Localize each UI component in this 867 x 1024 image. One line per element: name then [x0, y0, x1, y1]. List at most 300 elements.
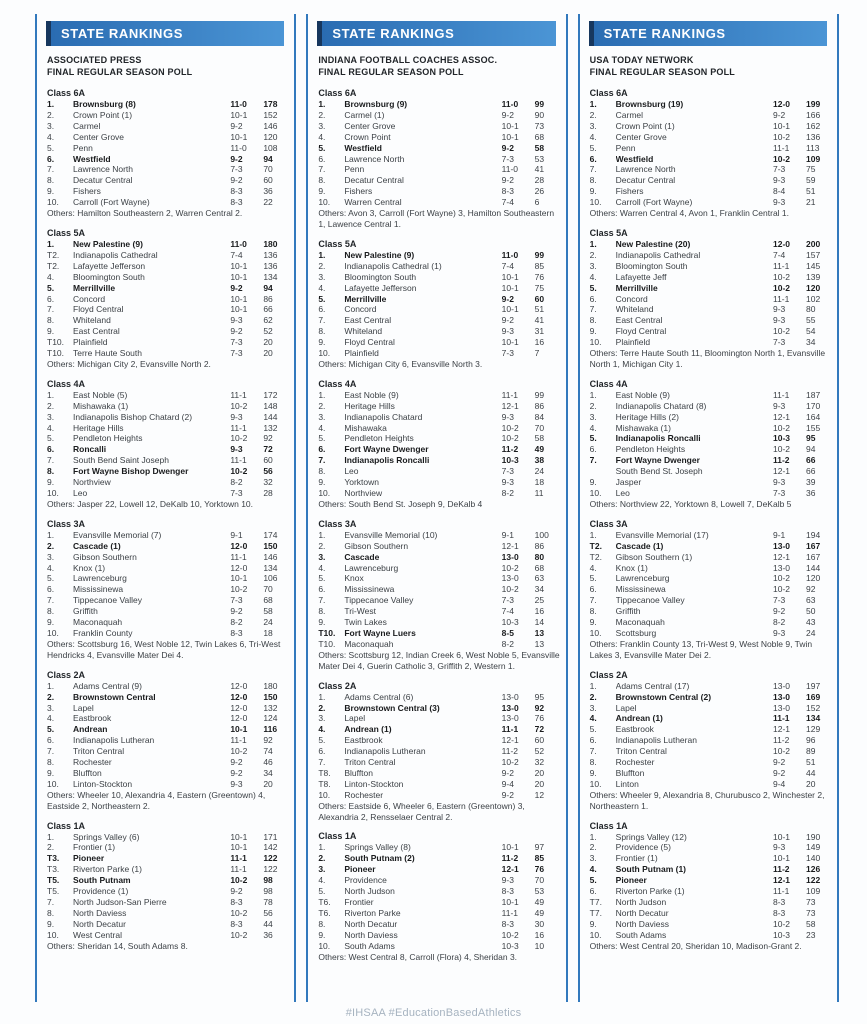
ranking-row	[47, 261, 288, 272]
ranking-row	[590, 886, 831, 897]
record: 11-2	[772, 455, 790, 466]
ranking-row	[47, 164, 288, 175]
rank: 4.	[589, 271, 597, 282]
team-name: Mississinewa	[615, 584, 666, 595]
team-name: Carroll (Fort Wayne)	[73, 197, 150, 208]
rank: 6.	[589, 153, 597, 164]
record: 12-0	[772, 238, 790, 249]
record: 8-2	[230, 477, 243, 488]
rank: 6.	[47, 293, 55, 304]
record: 7-3	[772, 164, 786, 175]
team-name: Lapel	[73, 702, 94, 713]
points: 51	[805, 757, 816, 768]
points: 20	[534, 767, 545, 778]
team-name: Lafayette Jefferson	[344, 282, 417, 293]
rank: T6.	[318, 897, 331, 907]
ranking-row	[318, 110, 559, 121]
team-name: Leo	[73, 488, 88, 498]
team-name: South Adams	[344, 940, 395, 951]
rank: 10.	[589, 778, 602, 789]
team-name: Penn	[344, 164, 365, 175]
rank: T2.	[47, 260, 60, 271]
team-name: Rochester	[73, 757, 112, 768]
team-name: Concord	[73, 293, 106, 304]
points: 122	[263, 864, 278, 875]
state-rankings-banner	[46, 21, 284, 46]
points: 52	[534, 746, 545, 757]
ranking-row	[47, 724, 288, 735]
team-name: Gibson Southern (1)	[615, 551, 693, 562]
points: 94	[805, 444, 816, 455]
points: 122	[805, 875, 821, 886]
rank: 10.	[47, 488, 59, 498]
team-name: Penn	[615, 142, 636, 153]
team-name: Evansville Memorial (7)	[73, 529, 162, 540]
rank: 5.	[47, 282, 55, 293]
team-name: Linton-Stockton	[73, 778, 133, 789]
record: 7-3	[772, 488, 786, 498]
class-section	[47, 670, 288, 812]
points: 149	[805, 842, 821, 853]
rank: 4.	[318, 562, 326, 573]
ranking-row	[47, 628, 288, 639]
team-name: Cascade (1)	[73, 540, 121, 551]
ranking-row	[47, 401, 288, 412]
rank: 1.	[318, 389, 326, 400]
ranking-row	[318, 444, 559, 455]
record: 9-2	[501, 175, 514, 186]
ranking-row	[47, 864, 288, 875]
points: 51	[534, 304, 545, 315]
team-name: Heritage Hills	[344, 400, 395, 411]
points: 13	[534, 638, 545, 649]
rank: 1.	[318, 529, 326, 540]
team-name: North Judson-San Pierre	[73, 897, 167, 907]
record: 11-2	[501, 444, 519, 455]
team-name: Cascade (1)	[615, 540, 664, 551]
team-name: Pioneer	[73, 853, 105, 864]
record: 11-1	[230, 422, 247, 433]
others-text: Others: Franklin County 13, Tri-West 9, West Noble 9, Twin Lakes 3, Evansville Mater Dei 2.	[589, 638, 813, 660]
team-name: Mishawaka	[344, 422, 387, 433]
rank: 1.	[589, 389, 597, 400]
team-name: Carmel	[73, 120, 101, 131]
ranking-row	[47, 541, 288, 552]
points: 180	[263, 680, 278, 691]
record: 10-2	[501, 584, 519, 595]
record: 9-2	[501, 789, 514, 800]
class-section	[47, 519, 288, 661]
ranking-row	[590, 433, 831, 444]
team-name: Tippecanoe Valley	[73, 595, 142, 606]
poll-source-line2: FINAL REGULAR SEASON POLL	[47, 66, 193, 77]
ranking-row	[318, 390, 559, 401]
ranking-row	[318, 348, 559, 359]
record: 9-3	[501, 477, 514, 488]
points: 68	[534, 131, 545, 142]
points: 144	[263, 411, 278, 422]
record: 10-1	[230, 131, 248, 142]
class-title: Class 2A	[589, 669, 628, 680]
rank: 5.	[47, 724, 55, 735]
ranking-row	[47, 390, 288, 401]
rank: 3.	[47, 702, 55, 713]
record: 8-2	[772, 617, 786, 628]
points: 26	[534, 186, 545, 197]
record: 9-3	[230, 315, 243, 326]
record: 10-2	[772, 584, 790, 595]
team-name: Concord	[615, 293, 648, 304]
ranking-row	[47, 304, 288, 315]
class-title: Class 5A	[318, 238, 357, 249]
ranking-row	[318, 919, 559, 930]
ranking-row	[590, 250, 831, 261]
rank: 7.	[318, 164, 326, 175]
points: 7	[534, 348, 540, 359]
team-name: Springs Valley (8)	[344, 842, 411, 853]
record: 13-0	[501, 551, 519, 562]
ranking-row	[47, 735, 288, 746]
points: 167	[805, 551, 821, 562]
rank: T10.	[47, 337, 65, 348]
rank: 2.	[318, 260, 326, 271]
points: 51	[805, 186, 816, 197]
record: 8-3	[230, 897, 243, 907]
team-name: Gibson Southern	[344, 540, 409, 551]
rank: 8.	[47, 907, 55, 918]
record: 7-3	[230, 164, 243, 175]
ranking-row	[590, 455, 831, 466]
ranking-row	[47, 563, 288, 574]
ranking-row	[590, 390, 831, 401]
team-name: Leo	[344, 466, 359, 477]
ranking-row	[590, 541, 831, 552]
points: 172	[263, 389, 278, 400]
rank: 4.	[318, 724, 326, 735]
rank: 2.	[318, 540, 326, 551]
team-name: Lawrence North	[73, 164, 134, 175]
team-name: Mississinewa	[73, 584, 124, 595]
ranking-row	[590, 897, 831, 908]
rank: 3.	[589, 260, 597, 271]
points: 13	[534, 627, 545, 638]
points: 113	[805, 142, 820, 153]
record: 13-0	[772, 680, 790, 691]
record: 10-2	[501, 757, 519, 768]
ranking-row	[318, 779, 559, 790]
ranking-row	[47, 455, 288, 466]
points: 41	[534, 315, 545, 326]
class-section	[47, 379, 288, 510]
record: 8-5	[501, 627, 514, 638]
record: 13-0	[772, 702, 790, 713]
class-section	[590, 88, 831, 219]
ranking-row	[590, 919, 831, 930]
ranking-row	[590, 875, 831, 886]
record: 9-2	[501, 315, 514, 326]
record: 9-3	[230, 778, 243, 789]
ranking-row	[47, 154, 288, 165]
ranking-row	[47, 908, 288, 919]
others-text: Others: Jasper 22, Lowell 12, DeKalb 10, Yorktown 10.	[47, 498, 254, 509]
ranking-row	[318, 175, 559, 186]
ranking-row	[47, 886, 288, 897]
ranking-row	[318, 713, 559, 724]
record: 11-1	[772, 713, 790, 724]
ranking-row	[318, 573, 559, 584]
ranking-row	[47, 444, 288, 455]
rank: 1.	[589, 831, 597, 842]
ranking-row	[318, 617, 559, 628]
rank: 3.	[318, 713, 326, 724]
points: 148	[263, 400, 278, 411]
ranking-row	[47, 488, 288, 499]
ranking-row	[318, 337, 559, 348]
record: 7-3	[230, 595, 243, 606]
record: 10-1	[772, 831, 790, 842]
rank: 2.	[47, 691, 55, 702]
team-name: Rochester	[344, 789, 384, 800]
ranking-row	[47, 746, 288, 757]
ranking-row	[47, 250, 288, 261]
points: 34	[263, 767, 273, 778]
team-name: Fort Wayne Dwenger	[344, 444, 429, 455]
record: 9-2	[230, 282, 243, 293]
points: 53	[534, 153, 545, 164]
ranking-row	[590, 768, 831, 779]
poll-source-line2: FINAL REGULAR SEASON POLL	[589, 66, 735, 77]
points: 70	[534, 875, 545, 886]
points: 146	[263, 120, 278, 131]
rank: 9.	[589, 326, 597, 337]
ranking-row	[47, 595, 288, 606]
points: 55	[805, 315, 816, 326]
poll-source-line2: FINAL REGULAR SEASON POLL	[318, 66, 464, 77]
record: 9-2	[230, 606, 243, 617]
team-name: Fishers	[615, 186, 644, 197]
points: 52	[263, 326, 273, 337]
rank: 3.	[318, 411, 326, 422]
team-name: Springs Valley (6)	[73, 831, 140, 842]
record: 11-1	[230, 853, 247, 864]
record: 10-1	[501, 337, 519, 348]
team-name: Lafayette Jeff	[615, 271, 667, 282]
ranking-row	[47, 584, 288, 595]
points: 43	[805, 617, 816, 628]
rank: 5.	[47, 573, 55, 584]
rank: T8.	[318, 767, 331, 778]
ranking-row	[318, 908, 559, 919]
points: 92	[263, 433, 273, 444]
ranking-row	[47, 175, 288, 186]
class-title: Class 2A	[318, 680, 357, 691]
team-name: Pendleton Heights	[615, 444, 686, 455]
others-text: Others: West Central 8, Carroll (Flora) 4, Sheridan 3.	[318, 951, 518, 962]
record: 9-2	[501, 767, 514, 778]
ranking-row	[318, 143, 559, 154]
record: 12-1	[501, 864, 519, 875]
record: 10-2	[501, 433, 519, 444]
ranking-row	[590, 692, 831, 703]
poll-source	[47, 55, 288, 78]
footer-hashtags: #IHSAA #EducationBasedAthletics	[345, 1007, 522, 1019]
record: 12-1	[772, 875, 790, 886]
points: 152	[263, 109, 278, 120]
record: 10-1	[230, 724, 248, 735]
class-title: Class 4A	[318, 378, 357, 389]
record: 10-2	[230, 746, 248, 757]
team-name: Andrean (1)	[344, 724, 392, 735]
record: 9-4	[501, 778, 514, 789]
team-name: Fort Wayne Dwenger	[615, 455, 700, 466]
points: 95	[805, 433, 816, 444]
ranking-row	[318, 875, 559, 886]
team-name: South Putnam (2)	[344, 853, 415, 864]
rank: 2.	[318, 400, 326, 411]
record: 11-1	[501, 907, 519, 918]
poll-source-line1: INDIANA FOOTBALL COACHES ASSOC.	[318, 55, 498, 65]
ranking-row	[47, 99, 288, 110]
rank: 7.	[589, 164, 597, 175]
record: 13-0	[772, 540, 790, 551]
team-name: East Central	[615, 315, 663, 326]
record: 13-0	[501, 691, 519, 702]
ranking-row	[318, 261, 559, 272]
others-text: Others: Avon 3, Carroll (Fort Wayne) 3, Hamilton Southeastern 1, Lawence Central 1.	[318, 208, 555, 229]
team-name: South Bend St. Joseph	[615, 466, 703, 477]
ranking-row	[47, 197, 288, 208]
rank: 1.	[318, 99, 326, 109]
ranking-row	[318, 304, 559, 315]
rank: T7.	[589, 907, 602, 918]
ranking-row	[47, 466, 288, 477]
team-name: Providence	[344, 875, 387, 886]
banner-title: STATE RANKINGS	[594, 21, 827, 46]
points: 53	[534, 886, 545, 897]
record: 10-2	[772, 153, 790, 164]
team-name: Fishers	[344, 186, 373, 197]
ranking-row	[318, 477, 559, 488]
points: 38	[534, 455, 545, 466]
record: 11-0	[230, 238, 247, 249]
team-name: Brownsburg (8)	[73, 99, 136, 109]
ranking-row	[590, 315, 831, 326]
points: 132	[263, 422, 278, 433]
ranking-row	[47, 283, 288, 294]
points: 16	[534, 337, 545, 348]
rank: 6.	[318, 153, 326, 164]
points: 68	[263, 595, 273, 606]
rank: 5.	[318, 886, 326, 897]
class-title: Class 6A	[589, 88, 628, 98]
record: 11-1	[230, 551, 247, 562]
team-name: Brownstown Central	[73, 691, 156, 702]
record: 8-3	[501, 186, 514, 197]
rank: 8.	[318, 918, 326, 929]
ranking-row	[318, 897, 559, 908]
ranking-row	[318, 735, 559, 746]
team-name: Leo	[615, 488, 630, 498]
points: 102	[805, 293, 821, 304]
ranking-row	[318, 606, 559, 617]
rank: T6.	[318, 907, 331, 918]
rank: T10.	[47, 348, 65, 359]
class-title: Class 3A	[47, 518, 86, 529]
record: 11-2	[501, 853, 519, 864]
ranking-row	[47, 530, 288, 541]
others-text: Others: Terre Haute South 11, Bloomington North 1, Evansville North 1, Michigan City 1.	[589, 348, 826, 369]
rank: T5.	[47, 875, 60, 886]
record: 9-3	[501, 875, 514, 886]
record: 12-1	[501, 400, 519, 411]
rank: 1.	[47, 238, 55, 249]
points: 199	[805, 99, 821, 109]
ranking-row	[318, 164, 559, 175]
record: 7-4	[230, 249, 243, 260]
points: 134	[805, 713, 821, 724]
team-name: Brownsburg (19)	[615, 99, 684, 109]
points: 85	[534, 260, 545, 271]
others-text: Others: Warren Central 4, Avon 1, Franklin Central 1.	[589, 208, 790, 219]
record: 10-3	[501, 617, 519, 628]
ranking-row	[590, 488, 831, 499]
ranking-row	[590, 412, 831, 423]
points: 32	[263, 477, 273, 488]
record: 9-3	[230, 411, 243, 422]
points: 31	[534, 326, 545, 337]
team-name: North Judson	[615, 897, 667, 907]
record: 10-2	[230, 584, 248, 595]
record: 11-1	[230, 455, 247, 466]
points: 94	[263, 153, 273, 164]
points: 134	[263, 271, 278, 282]
record: 9-3	[501, 326, 514, 337]
points: 20	[534, 778, 545, 789]
rank: 4.	[47, 271, 55, 282]
points: 120	[263, 131, 278, 142]
team-name: Indianapolis Lutheran	[344, 746, 426, 757]
record: 10-2	[230, 433, 248, 444]
team-name: South Bend Saint Joseph	[73, 455, 169, 466]
team-name: Fort Wayne Luers	[344, 627, 416, 638]
points: 89	[805, 746, 816, 757]
record: 11-0	[501, 99, 519, 109]
points: 86	[534, 540, 545, 551]
team-name: Floyd Central	[615, 326, 667, 337]
team-name: Pendleton Heights	[73, 433, 143, 444]
record: 10-2	[772, 326, 790, 337]
record: 13-0	[501, 573, 519, 584]
team-name: Center Grove	[73, 131, 125, 142]
points: 73	[805, 907, 816, 918]
team-name: Lapel	[344, 713, 366, 724]
rank: 7.	[589, 746, 597, 757]
record: 10-1	[230, 271, 248, 282]
points: 171	[263, 831, 278, 842]
rank: 3.	[47, 411, 55, 422]
points: 174	[263, 529, 278, 540]
rank: T10.	[318, 638, 336, 649]
team-name: Merrillville	[615, 282, 658, 293]
ranking-row	[318, 930, 559, 941]
record: 10-2	[772, 918, 790, 929]
points: 44	[805, 767, 816, 778]
ranking-row	[47, 132, 288, 143]
class-section	[590, 821, 831, 952]
record: 12-0	[230, 562, 248, 573]
rank: 8.	[318, 326, 326, 337]
rank: 5.	[318, 142, 326, 153]
